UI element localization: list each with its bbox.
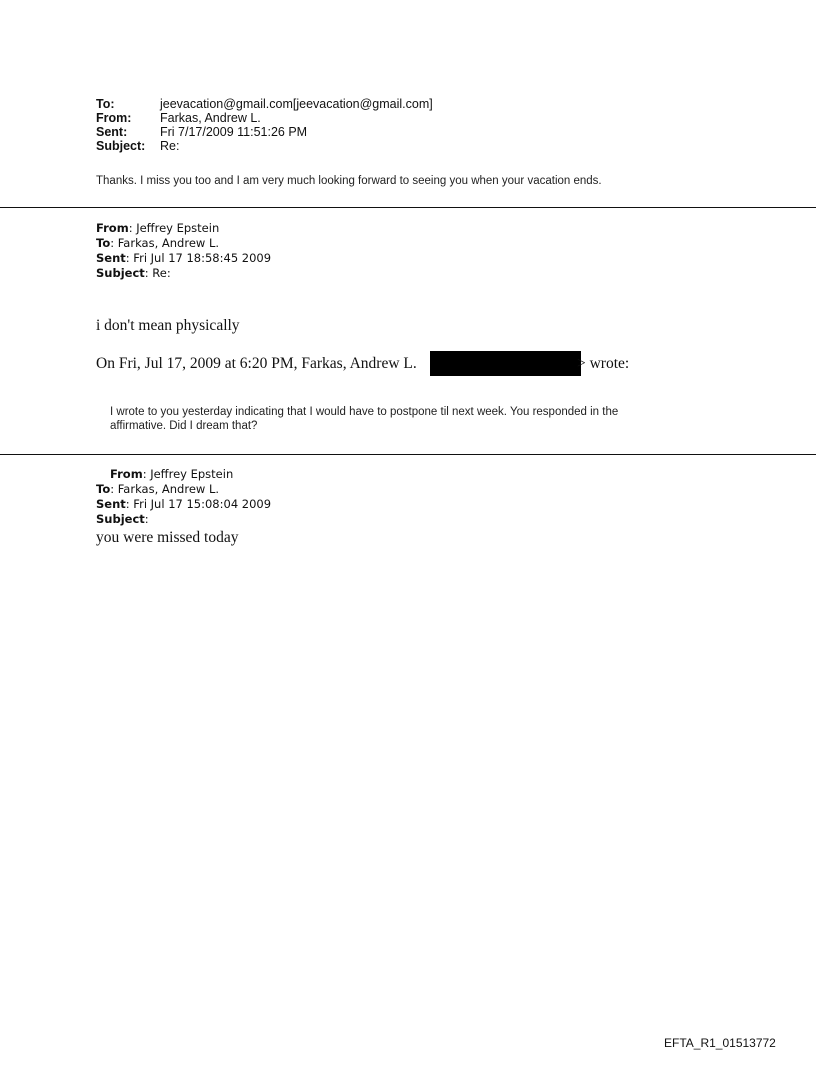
sent-label: Sent [96, 251, 126, 265]
to-label: To [96, 236, 111, 250]
quoted-line-2: affirmative. Did I dream that? [110, 420, 258, 432]
email2-from-row [96, 221, 219, 235]
sent-value: : Fri Jul 17 18:58:45 2009 [125, 251, 272, 265]
to-value: jeevacation@gmail.com[jeevacation@gmail.com] [160, 97, 433, 111]
subject-label: Subject [96, 512, 145, 526]
from-value: : Jeffrey Epstein [128, 221, 220, 235]
sent-label: Sent: [96, 125, 128, 139]
subject-value: : [144, 512, 149, 526]
divider [0, 207, 816, 208]
sent-value: Fri 7/17/2009 11:51:26 PM [160, 125, 308, 139]
to-label: To [96, 482, 111, 496]
email3-body: you were missed today [96, 529, 239, 546]
from-label: From [110, 467, 143, 481]
to-label: To: [96, 97, 115, 111]
to-value: : Farkas, Andrew L. [110, 482, 220, 496]
subject-label: Subject [96, 266, 145, 280]
email3-subject-row [96, 512, 149, 526]
quoted-line-1: I wrote to you yesterday indicating that I would have to postpone til next week. You responded in the [110, 406, 619, 418]
email2-subject-row [96, 266, 171, 280]
email2-sent-row [96, 251, 271, 265]
from-label: From [96, 221, 129, 235]
subject-value: Re: [160, 139, 180, 153]
email3-from-row [110, 467, 233, 481]
email2-body: i don't mean physically [96, 317, 240, 334]
from-value: Farkas, Andrew L. [160, 111, 261, 125]
from-value: : Jeffrey Epstein [142, 467, 234, 481]
sent-label: Sent [96, 497, 126, 511]
sent-value: : Fri Jul 17 15:08:04 2009 [125, 497, 272, 511]
from-label: From: [96, 111, 132, 125]
quote-intro-before: On Fri, Jul 17, 2009 at 6:20 PM, Farkas, Andrew L. [96, 355, 417, 372]
email1-body: Thanks. I miss you too and I am very much looking forward to seeing you when your vacation ends. [96, 175, 602, 187]
subject-value: : Re: [144, 266, 171, 280]
to-value: : Farkas, Andrew L. [110, 236, 220, 250]
subject-label: Subject: [96, 139, 146, 153]
email3-to-row [96, 482, 219, 496]
document-id: EFTA_R1_01513772 [664, 1036, 776, 1050]
quote-intro-after: > wrote: [577, 355, 630, 372]
redaction-block [430, 351, 581, 376]
email3-sent-row [96, 497, 271, 511]
email2-to-row [96, 236, 219, 250]
divider [0, 454, 816, 455]
